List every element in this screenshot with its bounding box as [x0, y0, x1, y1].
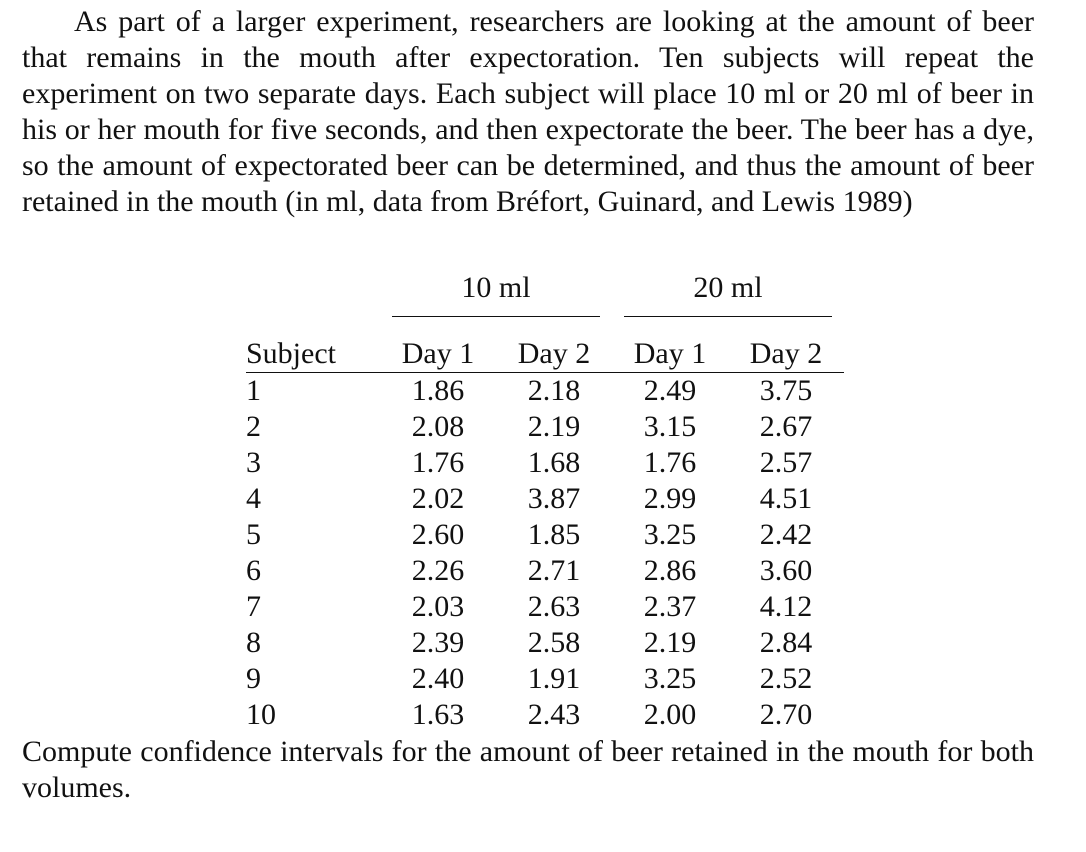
- cell-10ml-day2: 2.71: [527, 554, 581, 587]
- cell-10ml-day2: 1.68: [527, 446, 581, 479]
- cell-20ml-day1: 3.25: [643, 518, 697, 551]
- table-row: [246, 625, 844, 661]
- cell-10ml-day1: 2.08: [411, 410, 465, 443]
- cell-20ml-day2: 4.51: [759, 482, 813, 515]
- cell-20ml-day2: 2.57: [759, 446, 813, 479]
- column-header-10ml-day2: Day 2: [496, 336, 612, 373]
- group-header-10ml: 10 ml: [461, 271, 531, 304]
- column-header-row: [246, 336, 844, 373]
- group-header-20ml: 20 ml: [693, 271, 763, 304]
- cell-10ml-day2: 2.19: [527, 410, 581, 443]
- cell-10ml-day1: 2.03: [411, 590, 465, 623]
- cell-subject: 4: [246, 482, 261, 515]
- cell-10ml-day1: 1.86: [411, 374, 465, 407]
- group-rule-row: [246, 306, 844, 336]
- cell-20ml-day1: 1.76: [643, 446, 697, 479]
- table-row: [246, 481, 844, 517]
- column-header-20ml-day1: Day 1: [612, 336, 728, 373]
- cell-20ml-day1: 3.15: [643, 410, 697, 443]
- cell-10ml-day2: 2.18: [527, 374, 581, 407]
- group-rule-20ml: [624, 316, 832, 317]
- cell-10ml-day1: 2.39: [411, 626, 465, 659]
- cell-20ml-day2: 2.52: [759, 662, 813, 695]
- cell-20ml-day1: 2.19: [643, 626, 697, 659]
- cell-20ml-day1: 2.49: [643, 374, 697, 407]
- table-row: [246, 445, 844, 481]
- cell-subject: 8: [246, 626, 261, 659]
- table-row: [246, 661, 844, 697]
- cell-10ml-day1: 2.40: [411, 662, 465, 695]
- table-row: [246, 373, 844, 410]
- cell-10ml-day2: 3.87: [527, 482, 581, 515]
- table-row: [246, 409, 844, 445]
- cell-10ml-day1: 1.63: [411, 698, 465, 731]
- column-header-subject: Subject: [246, 336, 380, 373]
- table-row: [246, 697, 844, 733]
- cell-20ml-day2: 2.67: [759, 410, 813, 443]
- intro-paragraph: As part of a larger experiment, researchers are looking at the amount of beer that remains in the mouth after expectoration. Ten subjects will repeat the experiment on two separate days. Each subject will place 10 ml or 20 ml of beer in his or her mouth for five seconds, and then expectorate the beer. The beer has a dye, so the amount of expectorated beer can be determined, and thus the amount of beer retained in the mouth (in ml, data from Bréfort, Guinard, and Lewis 1989): [22, 5, 1034, 218]
- cell-10ml-day1: 1.76: [411, 446, 465, 479]
- cell-10ml-day2: 2.43: [527, 698, 581, 731]
- table-body: [246, 373, 844, 734]
- cell-subject: 9: [246, 662, 261, 695]
- cell-20ml-day2: 3.75: [759, 374, 813, 407]
- cell-subject: 3: [246, 446, 261, 479]
- column-header-20ml-day2: Day 2: [728, 336, 844, 373]
- cell-20ml-day2: 2.42: [759, 518, 813, 551]
- data-table-container: [246, 270, 844, 733]
- group-rule-10ml: [392, 316, 600, 317]
- cell-10ml-day2: 1.85: [527, 518, 581, 551]
- cell-subject: 6: [246, 554, 261, 587]
- cell-10ml-day2: 2.58: [527, 626, 581, 659]
- group-header-row: [246, 270, 844, 306]
- cell-20ml-day1: 3.25: [643, 662, 697, 695]
- beer-retention-table: [246, 270, 844, 733]
- group-header-spacer: [246, 270, 380, 306]
- cell-20ml-day1: 2.37: [643, 590, 697, 623]
- cell-subject: 10: [246, 698, 276, 731]
- cell-10ml-day1: 2.60: [411, 518, 465, 551]
- column-header-10ml-day1: Day 1: [380, 336, 496, 373]
- table-row: [246, 517, 844, 553]
- cell-20ml-day1: 2.00: [643, 698, 697, 731]
- cell-subject: 2: [246, 410, 261, 443]
- cell-subject: 5: [246, 518, 261, 551]
- cell-20ml-day2: 4.12: [759, 590, 813, 623]
- cell-subject: 7: [246, 590, 261, 623]
- question-paragraph: Compute confidence intervals for the amount of beer retained in the mouth for both volumes.: [22, 735, 1034, 804]
- table-row: [246, 589, 844, 625]
- cell-20ml-day1: 2.99: [643, 482, 697, 515]
- table-row: [246, 553, 844, 589]
- cell-20ml-day2: 2.70: [759, 698, 813, 731]
- cell-subject: 1: [246, 374, 261, 407]
- cell-20ml-day2: 2.84: [759, 626, 813, 659]
- cell-20ml-day2: 3.60: [759, 554, 813, 587]
- cell-10ml-day1: 2.26: [411, 554, 465, 587]
- cell-10ml-day1: 2.02: [411, 482, 465, 515]
- cell-20ml-day1: 2.86: [643, 554, 697, 587]
- cell-10ml-day2: 1.91: [527, 662, 581, 695]
- cell-10ml-day2: 2.63: [527, 590, 581, 623]
